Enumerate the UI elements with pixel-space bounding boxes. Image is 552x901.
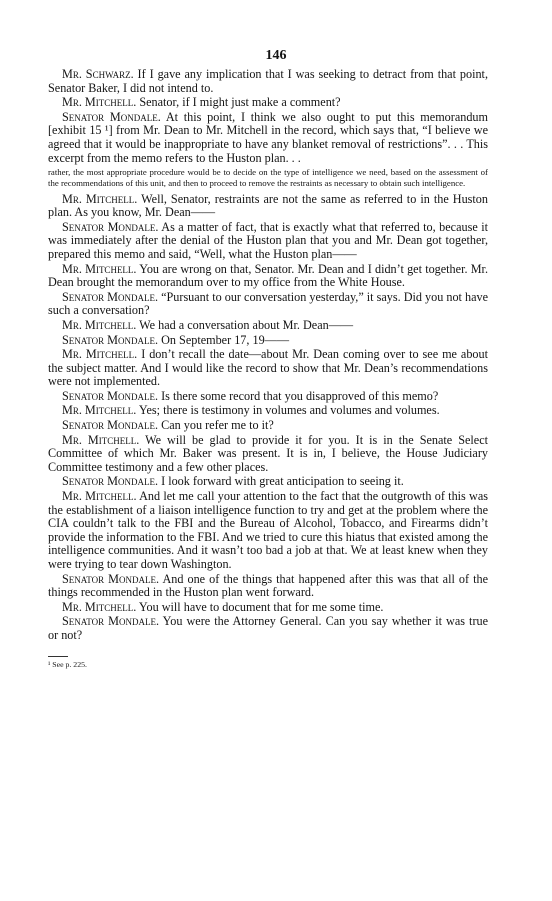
paragraph-text: You are wrong on that, Senator. Mr. Dean and I didn’t get together. Mr. Dean brought the memorandum over to my office from the White House. bbox=[48, 261, 488, 290]
footnote-rule bbox=[48, 656, 68, 657]
paragraph-text: Can you refer me to it? bbox=[158, 418, 274, 433]
speaker-name: Mr. Mitchell. bbox=[62, 95, 137, 110]
paragraph-text: At this point, I think we also ought to put this memorandum [exhibit 15 ¹] from Mr. Dean to Mr. Mitchell in the record, which says that, “I believe we agreed that it would be inappropriate to have any blanket removal of restrictions”. . . This excerpt from the memo refers to the Huston plan. . . bbox=[48, 109, 489, 165]
transcript-paragraph bbox=[48, 96, 488, 110]
page-number: 146 bbox=[265, 48, 287, 63]
speaker-name: Senator Mondale. bbox=[62, 219, 159, 234]
speaker-name: Mr. Mitchell. bbox=[62, 489, 137, 504]
transcript-paragraph bbox=[48, 221, 488, 262]
footnote: ¹ See p. 225. bbox=[48, 659, 87, 669]
speaker-name: Senator Mondale. bbox=[62, 418, 159, 433]
speaker-name: Mr. Mitchell. bbox=[62, 403, 137, 418]
paragraph-text: Senator, if I might just make a comment? bbox=[136, 95, 341, 110]
paragraph-text: “Pursuant to our conversation yesterday,” it says. Did you not have such a conversation? bbox=[48, 289, 488, 318]
speaker-name: Mr. Mitchell. bbox=[62, 347, 138, 362]
transcript-paragraph bbox=[48, 193, 488, 220]
speaker-name: Senator Mondale. bbox=[62, 614, 160, 629]
transcript-paragraph bbox=[48, 419, 488, 433]
paragraph-text: Is there some record that you disapproved of this memo? bbox=[158, 388, 439, 403]
speaker-name: Senator Mondale. bbox=[62, 109, 161, 124]
transcript-paragraph bbox=[48, 490, 488, 572]
paragraph-text: As a matter of fact, that is exactly what that referred to, because it was immediately after the denial of the Huston plan that you and Mr. Dean got together, prepared this memo and said, “Well, what the Huston plan—— bbox=[48, 219, 488, 261]
transcript-paragraph bbox=[48, 573, 488, 600]
paragraph-text: Well, Senator, restraints are not the same as referred to in the Huston plan. As you know, Mr. Dean—— bbox=[48, 191, 488, 220]
quoted-excerpt bbox=[48, 167, 488, 189]
paragraph-text: rather, the most appropriate procedure would be to decide on the type of intelligence we need, based on the assessment of the recommendations of this unit, and then to proceed to remove the restraints as necessary to obtain such intelligence. bbox=[48, 167, 488, 189]
paragraph-text: And let me call your attention to the fact that the outgrowth of this was the establishment of a liaison intelligence function to try and get at the problem where the CIA couldn’t talk to the FBI and the Bureau of Alcohol, Tobacco, and Firearms didn’t provide the information to the FBI. And we tried to cure this hiatus that existed among the intelligence communities. And it wasn’t too bad a job at that. We at least knew when they were trying to tear down Washington. bbox=[48, 489, 489, 571]
speaker-name: Mr. Mitchell. bbox=[62, 317, 137, 332]
transcript-paragraph bbox=[48, 601, 488, 615]
speaker-name: Mr. Mitchell. bbox=[62, 432, 140, 447]
speaker-name: Senator Mondale. bbox=[62, 571, 160, 586]
transcript-paragraph bbox=[48, 404, 488, 418]
transcript-paragraph bbox=[48, 615, 488, 642]
transcript-paragraph bbox=[48, 348, 488, 389]
speaker-name: Mr. Mitchell. bbox=[62, 599, 137, 614]
transcript-paragraph bbox=[48, 68, 488, 95]
speaker-name: Senator Mondale. bbox=[62, 474, 159, 489]
transcript-paragraph bbox=[48, 334, 488, 348]
paragraph-text: You were the Attorney General. Can you say whether it was true or not? bbox=[48, 614, 489, 642]
paragraph-text: I don’t recall the date—about Mr. Dean coming over to see me about the subject matter. And I would like the record to show that Mr. Dean’s recommendations were not implemented. bbox=[48, 347, 489, 389]
transcript-paragraph bbox=[48, 319, 488, 333]
speaker-name: Senator Mondale. bbox=[62, 289, 159, 304]
transcript-paragraph bbox=[48, 263, 488, 290]
transcript-paragraph bbox=[48, 111, 488, 165]
transcript-paragraph bbox=[48, 475, 488, 489]
paragraph-text: If I gave any implication that I was seeking to detract from that point, Senator Baker, I did not intend to. bbox=[48, 67, 488, 95]
speaker-name: Senator Mondale. bbox=[62, 388, 159, 403]
paragraph-text: I look forward with great anticipation to seeing it. bbox=[158, 474, 404, 489]
speaker-name: Senator Mondale. bbox=[62, 332, 159, 347]
paragraph-text: We will be glad to provide it for you. It is in the Senate Select Committee of which Mr. Baker was present. It is in, I believe, the House Judiciary Committee testimony and a few other places. bbox=[48, 432, 488, 474]
paragraph-text: Yes; there is testimony in volumes and volumes and volumes. bbox=[136, 403, 440, 418]
speaker-name: Mr. Mitchell. bbox=[62, 261, 137, 276]
paragraph-text: We had a conversation about Mr. Dean—— bbox=[136, 317, 354, 332]
speaker-name: Mr. Mitchell. bbox=[62, 191, 138, 206]
paragraph-text: On September 17, 19—— bbox=[158, 332, 290, 347]
paragraph-text: And one of the things that happened after this was that all of the things recommended in the Huston plan went forward. bbox=[48, 571, 488, 600]
transcript-paragraph bbox=[48, 434, 488, 475]
transcript-paragraph bbox=[48, 291, 488, 318]
transcript-paragraph bbox=[48, 390, 488, 404]
transcript-body bbox=[48, 68, 488, 643]
speaker-name: Mr. Schwarz. bbox=[62, 67, 134, 81]
paragraph-text: You will have to document that for me some time. bbox=[136, 599, 384, 614]
text-column bbox=[48, 68, 488, 670]
